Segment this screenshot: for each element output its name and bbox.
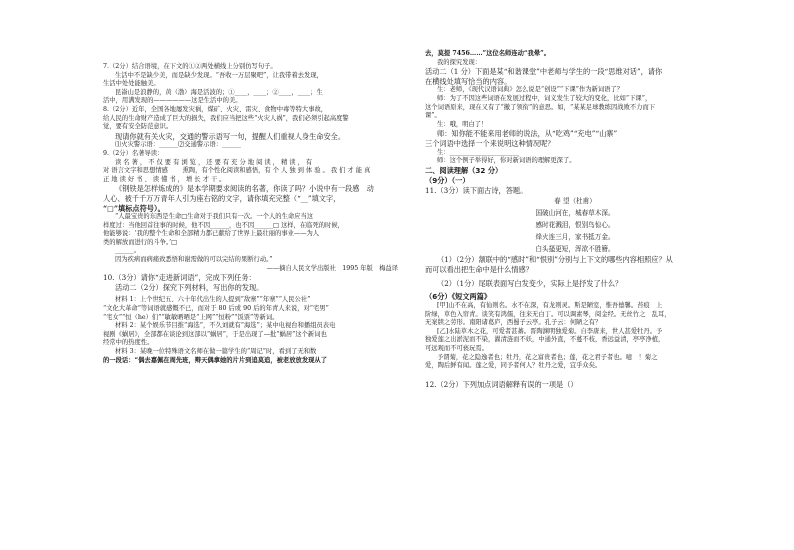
passage-line: 爱，陶后鲜有闻。莲之爱，同予者何人？牡丹之爱，宜乎众矣。 (425, 362, 602, 370)
q10-activity: 活动二（2分）探究下列材料，写出你的发现。 (115, 282, 264, 292)
dialogue-line: 课”。 (425, 112, 441, 120)
q9-text: 读 名 著 ， 不 仅 要 有 浏 览 ， 还 要 有 充 分 地 阅 读 ， 精 读 ， 有 (115, 158, 313, 166)
q9-quote: 类的解放而进行的斗争。’□ (103, 238, 178, 246)
passage-line: 阶绿，草色入帘青。谈笑有鸿儒，往来无白丁。可以调素琴，阅金经。无丝竹之 乱耳， (425, 310, 671, 318)
q7-text: 生活中处处能触美。 (103, 80, 160, 88)
q11-title: 11.（3分）读下面古诗，答题。 (425, 185, 528, 195)
q7-text: 生活中不是缺少美，而是缺少发现。“吾收一万层聚吧”，让我带着去发现， (115, 71, 323, 79)
passage-line: [甲]山不在高，有仙则名。水不在深，有龙则灵。斯是陋室，惟吾德馨。苔痕 上 (437, 302, 663, 310)
activity-two: 活动二（1 分）下面是某“和谐课堂”中老师与学生的一段“思维对话”，请你 (425, 67, 663, 77)
q10-text: “宅女”“恒（he）们”“敏敏晒晒是“上网”“恒粉”“饭票”等新词。 (103, 313, 279, 321)
q10-text: “文化大革命”等词语就感慨不已，而对于 80 后或 90 后的年青人来说，对“宅男” (103, 305, 329, 313)
q9-quote: “人最宝贵的东西是生命□生命对于我们只有一次。一个人的生命应当这 (115, 213, 314, 221)
q10-text: 材料 1：上个世纪五、六十年代出生的人提到“敌寨”“年寨”“人民公社” (115, 296, 311, 304)
dialogue-line: 师：知你能不能来用老师的说法，从“吃鸡”“充电”“山寨” (437, 129, 618, 139)
poem-line: 感时花溅泪，恨别鸟惊心。 (535, 221, 615, 230)
q11-sub: （1）（2分）颔联中的“感时”和“恨别”分别与上下文的哪些内容相照应？从 (437, 255, 673, 265)
poem-title: 春 望（杜甫） (554, 197, 596, 206)
q7-text: 活中，用满发现的——————这是生活中的美。 (103, 97, 242, 105)
dialogue-line: 生：哦，明白了！ (437, 120, 488, 128)
q8-answer: ⑴火灾警示语：______⑵交通警示语：______ (115, 141, 241, 149)
q10-title: 10.（3分）请你“走进新词语”，完成下列任务： (103, 273, 256, 283)
activity-two: 在横线处填写恰当的内容。 (425, 76, 512, 86)
poem-line: 白头搔更短，浑欲不胜簪。 (535, 245, 615, 254)
q10-text: 材料 3：某晚一位特殊语文名师在做一篇学生的“周记”时，看到了无和数 (115, 348, 317, 355)
right-column (425, 0, 725, 389)
q10-text: 去，莫提 7456……”这位名师连动“我晕”。 (425, 50, 551, 57)
q10-text: 经常中的热度性。 (103, 339, 154, 347)
q9-quote: 样度过：当他回首往事的时候，他不因______，也不因______□ 这样，在临死的时候， (103, 221, 344, 229)
dialogue-line: 三个词语中选择一个来说明这种情况呢？ (425, 138, 555, 148)
q9-text: 《钢铁是怎样炼成的》是本学期要求阅读的名著，你读了吗？小说中有一段感 动 (115, 184, 374, 194)
q9-text: 人心、被千千万万青年人引为座右铭的文字，请你填充完整（“__”填文字， (103, 193, 341, 203)
q9-text: 正 地 读 好 书 、 读 懂 书 ， 增 长 才 干 。 (103, 175, 226, 183)
q9-quote: ______。 (115, 247, 141, 255)
subsection-heading: （6分）《短文两篇》 (425, 292, 492, 302)
q11-sub: （2）（1分）尾联表面写白发变少，实际上是抒发了什么？ (437, 278, 623, 288)
passage-line: 予谓菊，花之隐逸者也；牡丹，花之富贵者也；莲，花之君子者也。噫 ！菊之 (437, 353, 658, 361)
section-heading: 二、阅读理解（32 分） (425, 165, 503, 175)
dialogue-line: 这个词语原来，现在又有了“撤了领衔”的意思。如，“某某足球教练因战败不力而下 (425, 103, 656, 111)
passage-line: 独爱莲之出淤泥而不染，濯清涟而不妖，中通外直，不蔓不枝，香远益清，亭亭净植， (425, 336, 665, 344)
q8-text: 觉，要有安全防范意识。 (103, 123, 173, 131)
passage-line: 可远观而不可亵玩焉。 (425, 345, 488, 353)
q7-title: 7.（2分）结合语境，在下文的①②两处横线上分别仿写句子。 (103, 63, 277, 70)
q9-source: ——摘自人民文学出版社 1995 年版 梅益译 (266, 264, 398, 272)
q10-text: 的一段话：“偶去嘉佩在周先班，辩天偶拿她的片片到追莫追，被老放放发现从了 (103, 356, 328, 364)
q7-text: 昆嵛山是浪静的，黄（渤）海是活波的；①____，____；②____，____；生 (115, 88, 323, 96)
q12-title: 12.（2分）下列加点词语解释有误的一项是（） (425, 379, 578, 389)
q9-text: “□”填标点符号）。 (103, 203, 165, 213)
subsection-heading: （9分）（一） (425, 175, 470, 185)
q8-title: 8.（2分）近年，全国各地屡发灾祸，煤矿、火灾、雷灾、食物中毒等特大事故， (103, 105, 328, 113)
left-column (103, 0, 398, 365)
q9-title: 9.（2分）名著导读： (103, 149, 164, 157)
q9-quote: 他能够说：‘我的整个生命和全部精力都已献给了世界上最壮丽的事业——为人 (103, 230, 320, 238)
dialogue-line: 生：老师，《现代汉语词典》怎么说是“创设”“下课”作为新词语了？ (437, 86, 624, 94)
q11-sub: 而可以看出把生命中是什么情感？ (425, 264, 533, 274)
q9-text: 对 语言文字和思想情感 熏陶，有个性化阅读和感悟，有 个 人 独 到 体 验 。 我 们 才 能 真 (103, 167, 371, 175)
q8-text: 现请你就有关火灾，交通的警示语写一句，提醒人们重视人身生命安全。 (115, 131, 346, 141)
q10-finding: 我的探究发现： (437, 58, 482, 66)
dialogue-line: 师：为了不因这些词语在发展过程中，词义发生了较大的变化，比如“下课”， (437, 94, 652, 102)
q8-text: 给人民的生命财产造成了巨大的损失，我们应当把这些“火灾人祸”，我们必须引起高度警 (103, 114, 349, 122)
passage-line: 无案牍之劳形。南阳诸葛庐，西蜀子云亭。孔子云：何陋之有？ (425, 319, 602, 327)
dialogue-answer: 生：______________________ (437, 148, 519, 156)
dialogue-line: 师：这个例子举得好，你对新词语的理解更深了。 (437, 157, 576, 165)
poem-line: 国破山河在，城春草木深。 (535, 209, 615, 218)
passage-line: [乙]水陆草木之花，可爱者甚蕃。晋陶渊明独爱菊。自李唐来，世人甚爱牡丹。予 (437, 327, 663, 335)
q10-text: 材料 2：某个娱乐节目推“海选”，不久刘就有“海选”；某中电视台和播组员表电 (115, 322, 336, 330)
q10-text: 视剧《蜗居》，全部都在谈论到这部以“蜗居”，于是出现了—批“蜗居”这个新词也 (103, 330, 327, 338)
poem-line: 烽火连三月，家书抵万金。 (535, 233, 615, 242)
q9-quote: 因为疾病而病痛致悉悟和谢需做的可以完结的果断行动。” (115, 256, 273, 264)
